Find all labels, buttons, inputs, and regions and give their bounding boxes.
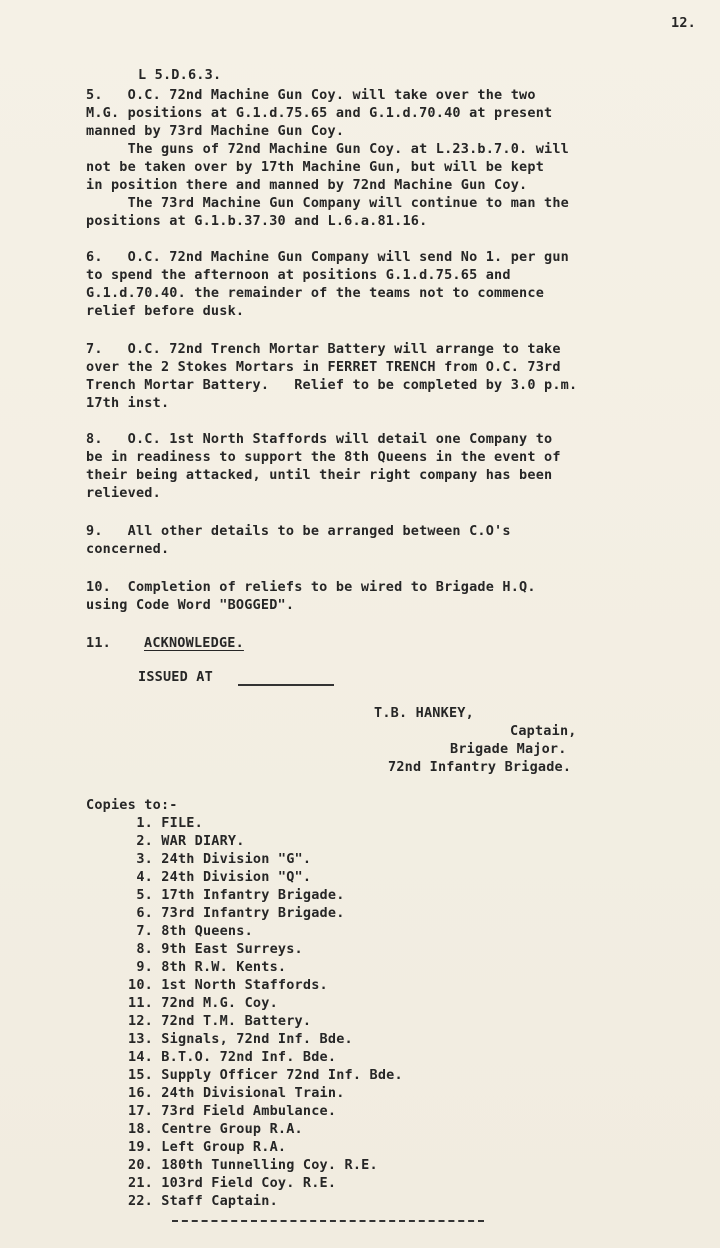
copy-item: 11. 72nd M.G. Coy. [128, 995, 278, 1011]
para-7-line-2: over the 2 Stokes Mortars in FERRET TRENCH from O.C. 73rd [86, 359, 561, 375]
para-8-line-1: 8. O.C. 1st North Staffords will detail one Company to [86, 431, 553, 447]
para-8-line-2: be in readiness to support the 8th Queens in the event of [86, 449, 561, 465]
para-5-line-1: 5. O.C. 72nd Machine Gun Coy. will take over the two [86, 87, 536, 103]
copy-item: 12. 72nd T.M. Battery. [128, 1013, 312, 1029]
copy-item: 22. Staff Captain. [128, 1193, 278, 1209]
para-7-line-3: Trench Mortar Battery. Relief to be completed by 3.0 p.m. [86, 377, 578, 393]
copy-item: 16. 24th Divisional Train. [128, 1085, 345, 1101]
page-number: 12. [671, 15, 696, 31]
copy-item: 21. 103rd Field Coy. R.E. [128, 1175, 337, 1191]
copy-item: 1. FILE. [128, 815, 203, 831]
copy-item: 7. 8th Queens. [128, 923, 253, 939]
para-8-line-4: relieved. [86, 485, 161, 501]
copy-item: 4. 24th Division "Q". [128, 869, 312, 885]
para-9-line-1: 9. All other details to be arranged between C.O's [86, 523, 511, 539]
para-6-line-4: relief before dusk. [86, 303, 245, 319]
acknowledge-heading: ACKNOWLEDGE. [144, 635, 244, 651]
para-5-line-6: in position there and manned by 72nd Machine Gun Coy. [86, 177, 528, 193]
copy-item: 9. 8th R.W. Kents. [128, 959, 287, 975]
para-11-number: 11. [86, 635, 111, 651]
para-8-line-3: their being attacked, until their right company has been [86, 467, 553, 483]
reference: L 5.D.6.3. [138, 67, 222, 83]
signatory-role: Brigade Major. [450, 741, 567, 757]
copies-heading: Copies to:- [86, 797, 178, 813]
copy-item: 13. Signals, 72nd Inf. Bde. [128, 1031, 353, 1047]
para-5-line-7: The 73rd Machine Gun Company will continue to man the [86, 195, 570, 211]
para-5-line-3: manned by 73rd Machine Gun Coy. [86, 123, 345, 139]
copy-item: 5. 17th Infantry Brigade. [128, 887, 345, 903]
para-6-line-3: G.1.d.70.40. the remainder of the teams not to commence [86, 285, 545, 301]
signatory-unit: 72nd Infantry Brigade. [388, 759, 572, 775]
copy-item: 8. 9th East Surreys. [128, 941, 303, 957]
copy-item: 3. 24th Division "G". [128, 851, 312, 867]
issued-at-blank-line [238, 684, 334, 686]
para-5-line-8: positions at G.1.b.37.30 and L.6.a.81.16. [86, 213, 428, 229]
copy-item: 10. 1st North Staffords. [128, 977, 328, 993]
para-7-line-1: 7. O.C. 72nd Trench Mortar Battery will arrange to take [86, 341, 561, 357]
para-6-line-1: 6. O.C. 72nd Machine Gun Company will send No 1. per gun [86, 249, 570, 265]
para-5-line-4: The guns of 72nd Machine Gun Coy. at L.23.b.7.0. will [86, 141, 570, 157]
para-10-line-1: 10. Completion of reliefs to be wired to Brigade H.Q. [86, 579, 536, 595]
para-5-line-5: not be taken over by 17th Machine Gun, but will be kept [86, 159, 545, 175]
para-7-line-4: 17th inst. [86, 395, 170, 411]
closing-dashed-rule [172, 1220, 484, 1222]
para-6-line-2: to spend the afternoon at positions G.1.d.75.65 and [86, 267, 511, 283]
copy-item: 19. Left Group R.A. [128, 1139, 287, 1155]
copy-item: 18. Centre Group R.A. [128, 1121, 303, 1137]
copy-item: 2. WAR DIARY. [128, 833, 245, 849]
para-5-line-2: M.G. positions at G.1.d.75.65 and G.1.d.70.40 at present [86, 105, 553, 121]
para-9-line-2: concerned. [86, 541, 170, 557]
copy-item: 6. 73rd Infantry Brigade. [128, 905, 345, 921]
copy-item: 17. 73rd Field Ambulance. [128, 1103, 337, 1119]
signatory-name: T.B. HANKEY, [374, 705, 474, 721]
copy-item: 14. B.T.O. 72nd Inf. Bde. [128, 1049, 337, 1065]
signatory-rank: Captain, [510, 723, 577, 739]
copy-item: 15. Supply Officer 72nd Inf. Bde. [128, 1067, 403, 1083]
copy-item: 20. 180th Tunnelling Coy. R.E. [128, 1157, 378, 1173]
issued-at-label: ISSUED AT [138, 669, 213, 685]
para-10-line-2: using Code Word "BOGGED". [86, 597, 295, 613]
